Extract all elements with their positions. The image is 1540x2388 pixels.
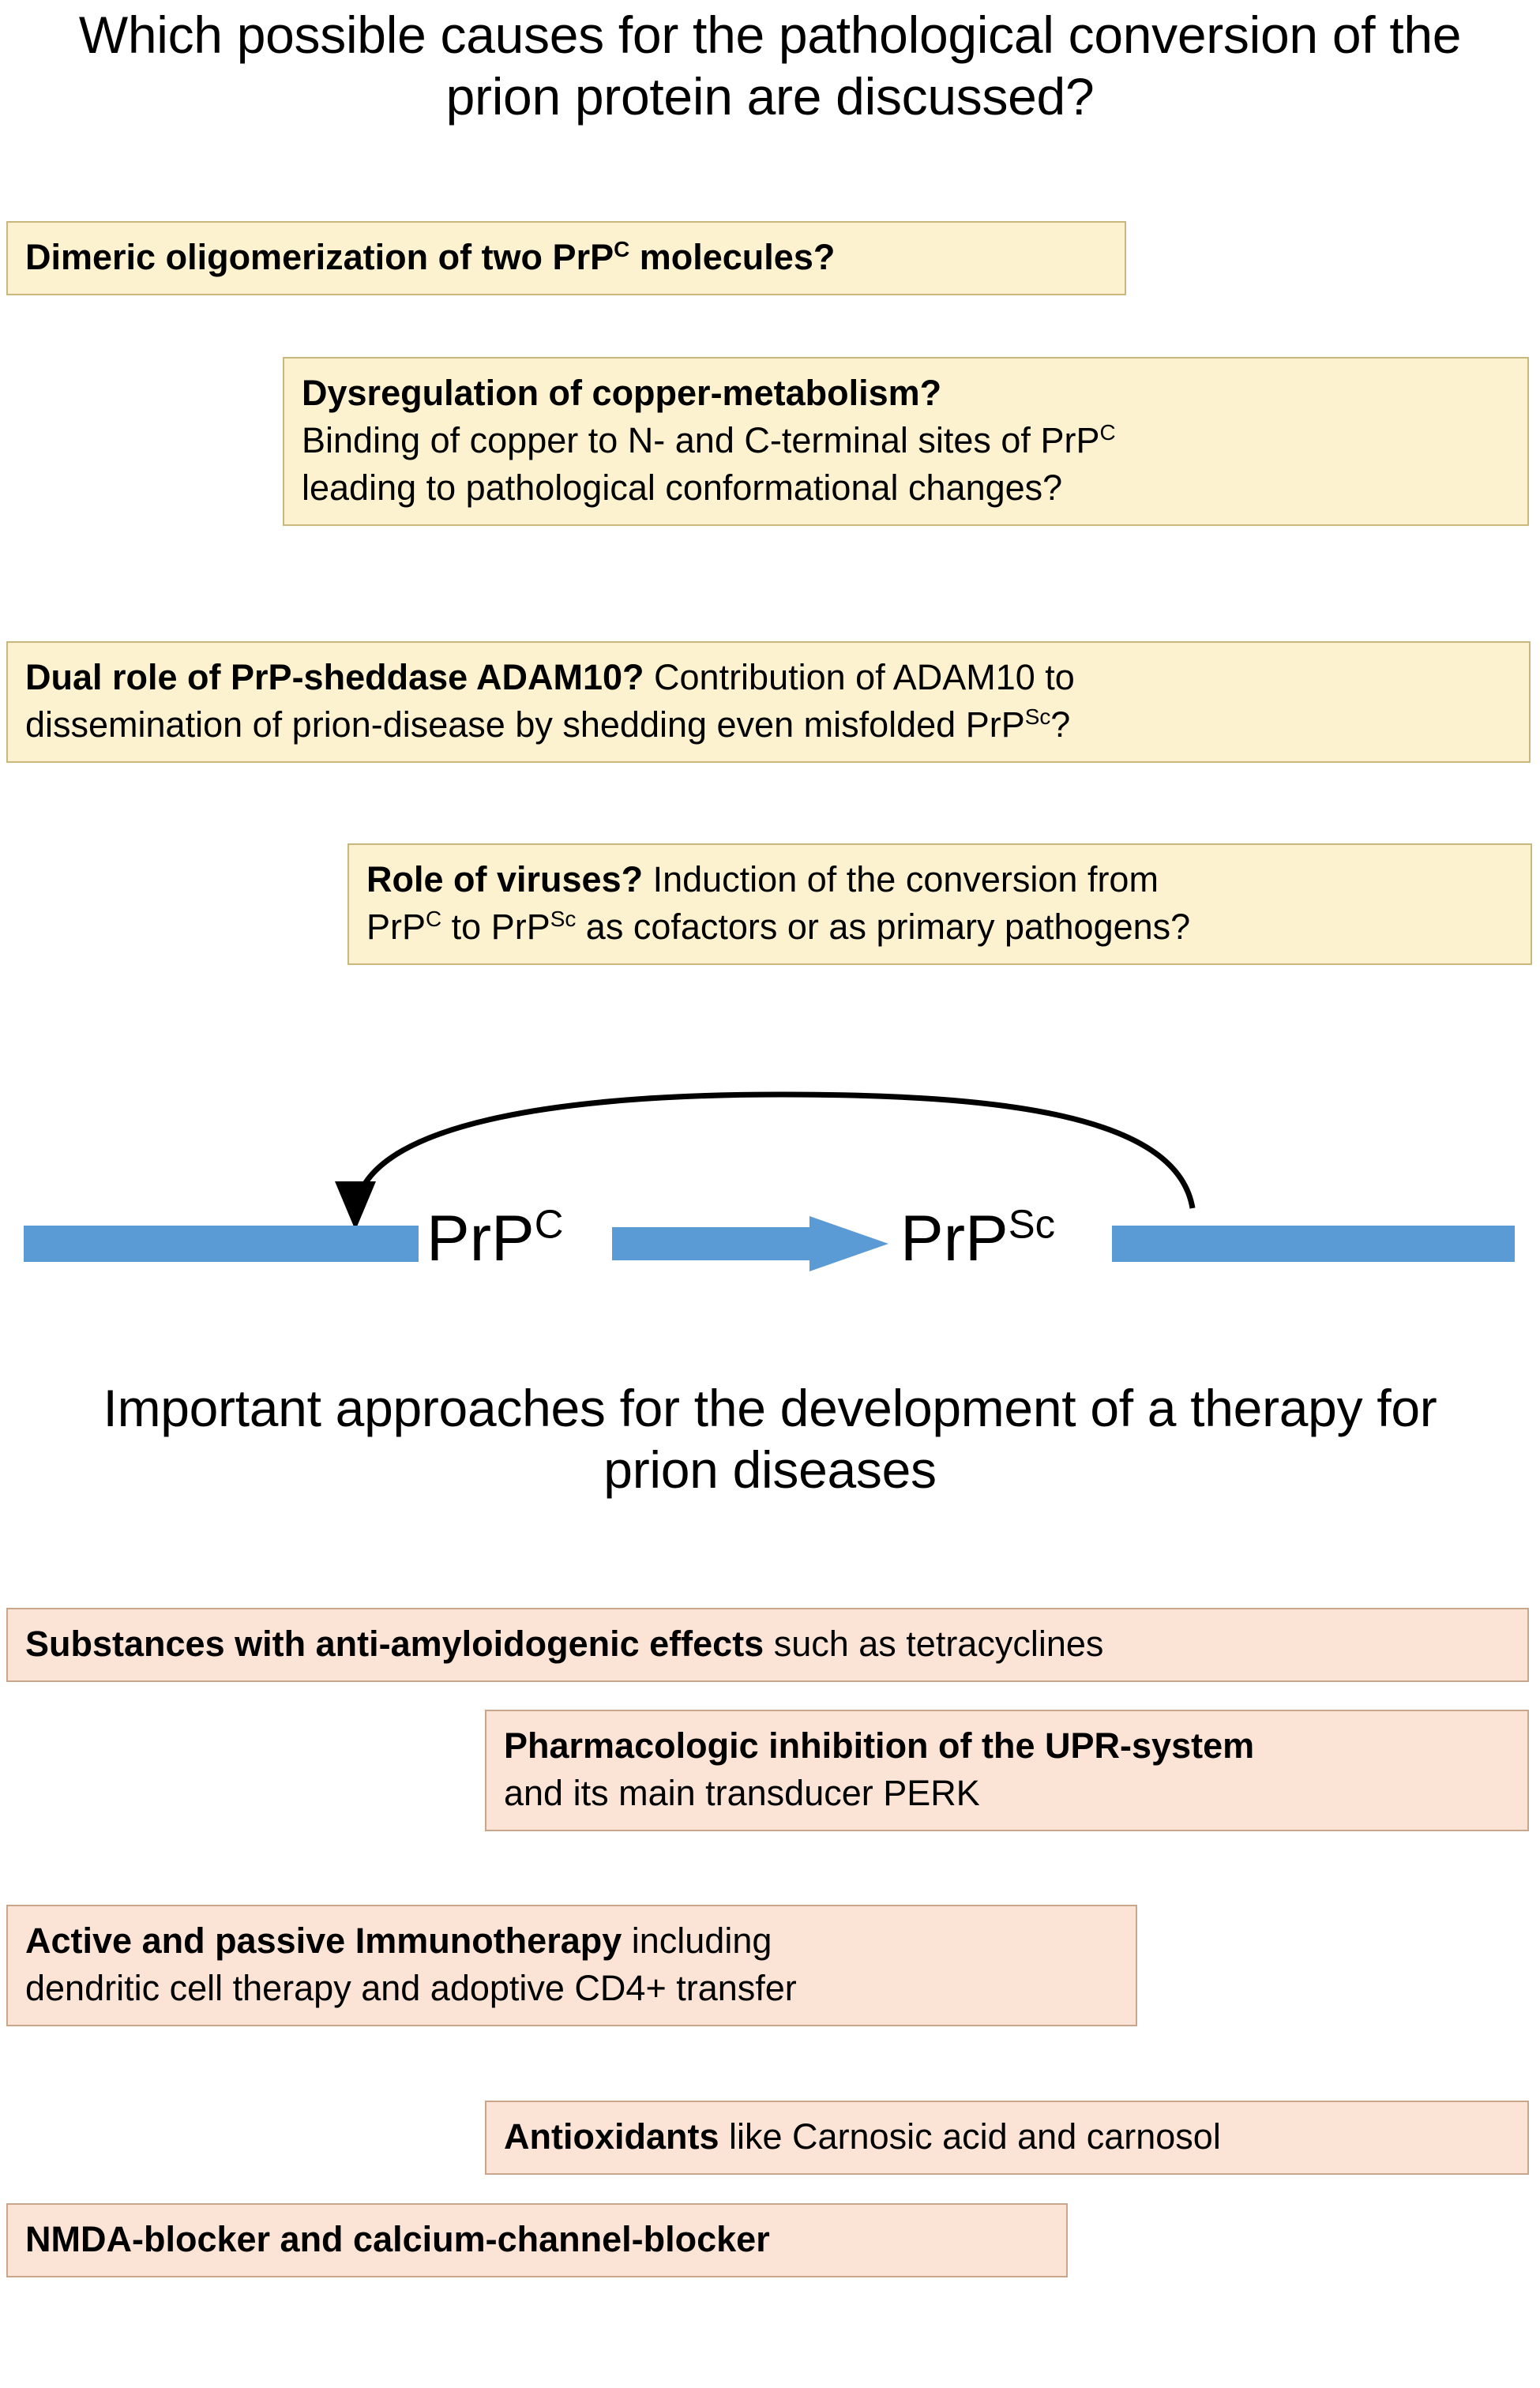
therapy-antiox-title: Antioxidants bbox=[504, 2116, 719, 2157]
cause-adam10-superscript: Sc bbox=[1024, 704, 1051, 729]
label-prp-sc-superscript: Sc bbox=[1008, 1201, 1056, 1247]
therapy-box-upr-inhibition bbox=[485, 1710, 1529, 1831]
therapy-upr-title: Pharmacologic inhibition of the UPR-system bbox=[504, 1725, 1255, 1766]
label-prp-c-text: PrP bbox=[426, 1203, 535, 1275]
cause-viruses-superscript-sc: Sc bbox=[550, 906, 577, 931]
cause-box-copper-metabolism bbox=[283, 357, 1529, 526]
label-prp-sc-text: PrP bbox=[900, 1203, 1009, 1275]
cause-adam10-tail: ? bbox=[1050, 704, 1071, 745]
cause-dimeric-tail: molecules? bbox=[629, 237, 836, 277]
therapy-antiox-text: like Carnosic acid and carnosol bbox=[719, 2116, 1221, 2157]
therapy-immuno-text2: dendritic cell therapy and adoptive CD4+ transfer bbox=[25, 1967, 797, 2008]
therapy-box-nmda-blocker bbox=[6, 2203, 1068, 2277]
cause-box-dimeric-oligomerization bbox=[6, 221, 1126, 295]
cause-adam10-title: Dual role of PrP-sheddase ADAM10? bbox=[25, 657, 644, 697]
therapy-upr-text: and its main transducer PERK bbox=[504, 1772, 980, 1813]
cause-viruses-superscript-c: C bbox=[426, 906, 442, 931]
therapy-nmda-title: NMDA-blocker and calcium-channel-blocker bbox=[25, 2219, 770, 2259]
therapy-substances-title: Substances with anti-amyloidogenic effects bbox=[25, 1624, 764, 1664]
therapy-box-substances bbox=[6, 1608, 1529, 1682]
cause-copper-title: Dysregulation of copper-metabolism? bbox=[302, 373, 942, 413]
therapy-immuno-title: Active and passive Immunotherapy bbox=[25, 1921, 622, 1961]
label-prp-sc bbox=[900, 1201, 1056, 1275]
page-title-causes: Which possible causes for the pathological conversion of the prion protein are discussed? bbox=[78, 6, 1462, 126]
cause-dimeric-superscript: C bbox=[614, 237, 630, 261]
cause-dimeric-text: Dimeric oligomerization of two PrP bbox=[25, 237, 614, 277]
label-prp-c-superscript: C bbox=[534, 1201, 564, 1247]
cause-box-adam10 bbox=[6, 641, 1531, 763]
cause-viruses-mid: to PrP bbox=[441, 906, 550, 947]
cause-viruses-text1: Induction of the conversion from bbox=[643, 859, 1159, 899]
cause-viruses-tail: as cofactors or as primary pathogens? bbox=[576, 906, 1191, 947]
cause-copper-line2: leading to pathological conformational changes? bbox=[302, 467, 1063, 508]
cause-viruses-prp-c: PrP bbox=[366, 906, 426, 947]
cause-box-viruses bbox=[347, 843, 1532, 965]
cause-viruses-title: Role of viruses? bbox=[366, 859, 644, 899]
therapy-box-antioxidants bbox=[485, 2101, 1529, 2175]
prion-conversion-diagram bbox=[0, 1090, 1540, 1295]
therapy-box-immunotherapy bbox=[6, 1905, 1137, 2026]
right-bar-shape bbox=[1112, 1226, 1515, 1262]
cause-copper-superscript: C bbox=[1099, 419, 1116, 445]
cause-adam10-text1: Contribution of ADAM10 to bbox=[644, 657, 1075, 697]
cause-adam10-text2: dissemination of prion-disease by shedding even misfolded PrP bbox=[25, 704, 1025, 745]
cause-copper-line1: Binding of copper to N- and C-terminal sites of PrP bbox=[302, 419, 1100, 460]
left-bar-shape bbox=[24, 1226, 419, 1262]
conversion-arrow-icon bbox=[612, 1216, 888, 1271]
label-prp-c bbox=[426, 1201, 564, 1275]
page-title-therapy: Important approaches for the development of a therapy for prion diseases bbox=[103, 1379, 1437, 1499]
therapy-substances-text: such as tetracyclines bbox=[764, 1624, 1104, 1664]
therapy-immuno-text1: including bbox=[622, 1921, 772, 1961]
